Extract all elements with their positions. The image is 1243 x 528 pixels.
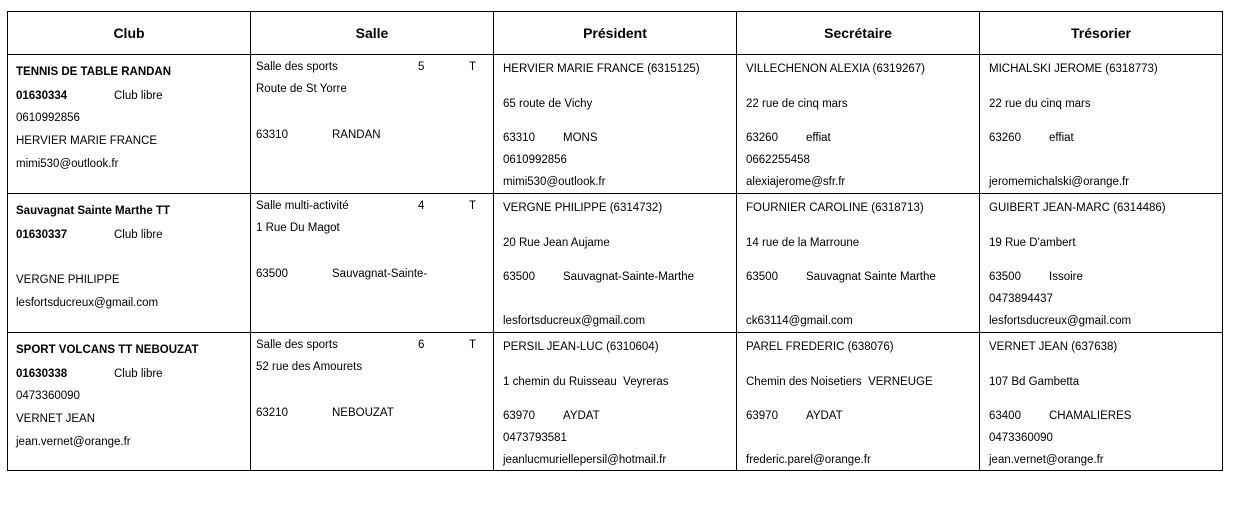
person-phone: 0473793581 <box>503 432 567 444</box>
salle-postcode: 63210 <box>256 407 288 419</box>
tresorier-cell <box>979 332 1223 471</box>
club-email: jean.vernet@orange.fr <box>16 436 131 448</box>
salle-type: T <box>469 339 477 351</box>
person-email: lesfortsducreux@gmail.com <box>503 315 646 327</box>
person-name: VERNET JEAN (637638) <box>989 341 1118 353</box>
person-street: 107 Bd Gambetta <box>989 376 1080 388</box>
clubs-table <box>7 11 1223 471</box>
person-email: mimi530@outlook.fr <box>503 176 606 188</box>
tresorier-cell <box>979 54 1223 194</box>
club-phone: 0610992856 <box>16 112 80 124</box>
person-street: 22 rue du cinq mars <box>989 98 1091 110</box>
salle-street: 52 rue des Amourets <box>256 361 363 373</box>
person-city: Sauvagnat-Sainte-Marthe <box>563 271 695 283</box>
club-contact: HERVIER MARIE FRANCE <box>16 135 158 147</box>
salle-type: T <box>469 200 477 212</box>
salle-city: NEBOUZAT <box>332 407 394 419</box>
header-club: Club <box>7 11 251 55</box>
president-cell <box>493 193 737 333</box>
person-name: PAREL FREDERIC (638076) <box>746 341 894 353</box>
club-name: SPORT VOLCANS TT NEBOUZAT <box>16 344 199 356</box>
salle-name: Salle des sports <box>256 339 338 351</box>
person-name: HERVIER MARIE FRANCE (6315125) <box>503 63 700 75</box>
person-street: 65 route de Vichy <box>503 98 593 110</box>
person-city: Sauvagnat Sainte Marthe <box>806 271 936 283</box>
person-postcode: 63500 <box>503 271 535 283</box>
secretaire-cell <box>736 54 980 194</box>
salle-cell <box>250 332 494 471</box>
person-name: FOURNIER CAROLINE (6318713) <box>746 202 924 214</box>
header-salle: Salle <box>250 11 494 55</box>
person-phone: 0473360090 <box>989 432 1053 444</box>
person-city: CHAMALIERES <box>1049 410 1132 422</box>
salle-cell <box>250 54 494 194</box>
club-name: Sauvagnat Sainte Marthe TT <box>16 205 171 217</box>
salle-street: Route de St Yorre <box>256 83 347 95</box>
club-cell <box>7 54 251 194</box>
person-postcode: 63970 <box>503 410 535 422</box>
salle-city: RANDAN <box>332 129 381 141</box>
person-postcode: 63970 <box>746 410 778 422</box>
salle-postcode: 63310 <box>256 129 288 141</box>
person-postcode: 63310 <box>503 132 535 144</box>
person-email: frederic.parel@orange.fr <box>746 454 871 466</box>
person-city: effiat <box>1049 132 1074 144</box>
person-phone: 0662255458 <box>746 154 810 166</box>
person-postcode: 63260 <box>746 132 778 144</box>
person-phone: 0473894437 <box>989 293 1053 305</box>
secretaire-cell <box>736 193 980 333</box>
person-name: VERGNE PHILIPPE (6314732) <box>503 202 663 214</box>
person-city: AYDAT <box>563 410 600 422</box>
person-name: VILLECHENON ALEXIA (6319267) <box>746 63 925 75</box>
salle-cell <box>250 193 494 333</box>
person-street: 1 chemin du Ruisseau Veyreras <box>503 376 669 388</box>
person-street: 19 Rue D'ambert <box>989 237 1076 249</box>
header-secretaire: Secrétaire <box>736 11 980 55</box>
club-status: Club libre <box>114 229 163 241</box>
secretaire-cell <box>736 332 980 471</box>
salle-type: T <box>469 61 477 73</box>
person-postcode: 63260 <box>989 132 1021 144</box>
salle-postcode: 63500 <box>256 268 288 280</box>
person-email: jeanlucmuriellepersil@hotmail.fr <box>503 454 667 466</box>
club-phone: 0473360090 <box>16 390 80 402</box>
club-number: 01630337 <box>16 229 68 241</box>
person-street: 20 Rue Jean Aujame <box>503 237 610 249</box>
person-city: MONS <box>563 132 598 144</box>
header-tresorier: Trésorier <box>979 11 1223 55</box>
president-cell <box>493 332 737 471</box>
club-cell <box>7 193 251 333</box>
person-email: jean.vernet@orange.fr <box>989 454 1104 466</box>
club-email: lesfortsducreux@gmail.com <box>16 297 159 309</box>
club-number: 01630338 <box>16 368 68 380</box>
person-postcode: 63500 <box>746 271 778 283</box>
club-cell <box>7 332 251 471</box>
person-postcode: 63400 <box>989 410 1021 422</box>
person-email: ck63114@gmail.com <box>746 315 853 327</box>
salle-name: Salle des sports <box>256 61 338 73</box>
president-cell <box>493 54 737 194</box>
person-street: 22 rue de cinq mars <box>746 98 848 110</box>
club-contact: VERGNE PHILIPPE <box>16 274 120 286</box>
person-city: effiat <box>806 132 831 144</box>
salle-street: 1 Rue Du Magot <box>256 222 340 234</box>
salle-city: Sauvagnat-Sainte- <box>332 268 428 280</box>
person-name: GUIBERT JEAN-MARC (6314486) <box>989 202 1166 214</box>
header-president: Président <box>493 11 737 55</box>
person-name: MICHALSKI JEROME (6318773) <box>989 63 1158 75</box>
tresorier-cell <box>979 193 1223 333</box>
person-email: lesfortsducreux@gmail.com <box>989 315 1132 327</box>
person-email: alexiajerome@sfr.fr <box>746 176 846 188</box>
person-postcode: 63500 <box>989 271 1021 283</box>
salle-count: 4 <box>418 200 425 212</box>
club-name: TENNIS DE TABLE RANDAN <box>16 66 172 78</box>
salle-count: 5 <box>418 61 425 73</box>
person-city: AYDAT <box>806 410 843 422</box>
person-name: PERSIL JEAN-LUC (6310604) <box>503 341 659 353</box>
salle-count: 6 <box>418 339 425 351</box>
club-contact: VERNET JEAN <box>16 413 96 425</box>
person-city: Issoire <box>1049 271 1083 283</box>
club-number: 01630334 <box>16 90 68 102</box>
person-street: Chemin des Noisetiers VERNEUGE <box>746 376 933 388</box>
club-status: Club libre <box>114 90 163 102</box>
club-status: Club libre <box>114 368 163 380</box>
club-email: mimi530@outlook.fr <box>16 158 119 170</box>
person-street: 14 rue de la Marroune <box>746 237 860 249</box>
salle-name: Salle multi-activité <box>256 200 349 212</box>
person-phone: 0610992856 <box>503 154 567 166</box>
person-email: jeromemichalski@orange.fr <box>989 176 1130 188</box>
